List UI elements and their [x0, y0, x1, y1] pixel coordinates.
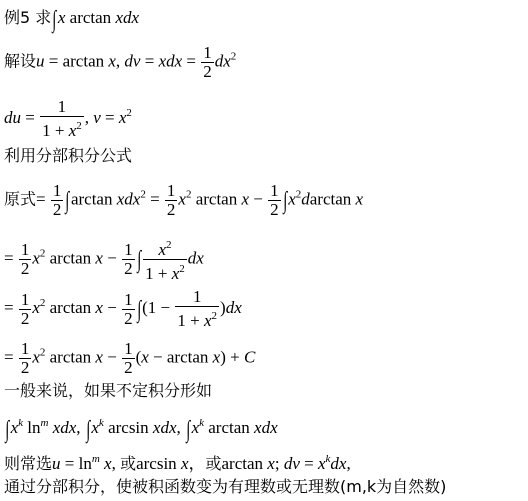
fraction-half: $\frac{1}{2}$ [124, 339, 133, 377]
fraction-half: $\frac{1}{2}$ [20, 289, 30, 328]
example-title: 例5 求∫x arctan xdx [4, 7, 140, 33]
fraction-half: $\frac{1}{2}$ [203, 43, 212, 81]
fraction-half: $\frac{1}{2}$ [124, 240, 133, 278]
fraction-du: $\frac{1}{1 + x^2}$ [42, 97, 82, 140]
fraction-x2-over: $\frac{x^2}{1 + x^2}$ [143, 236, 187, 283]
fraction-half: $\frac{1}{2}$ [20, 339, 30, 377]
original-label: 原式 [4, 189, 37, 209]
step-2: = $\frac{1}{2}$ $x^2$ arctan x − $\frac{1}{2}$ ∫(1 − $\frac{1}{1 + x^2}$ )dx [4, 287, 242, 330]
solution-label: 解设 [4, 51, 37, 71]
fraction-one-over: $\frac{1}{1 + x^2}$ [177, 287, 218, 330]
step-3: = $\frac{1}{2}$ $x^2$ arctan x − $\frac{1}{2}$ (x − arctan x) + C [4, 339, 256, 377]
step-1: = $\frac{1}{2}$ $x^2$ arctan x − $\frac{1}{2}$ ∫ $\frac{x^2}{1 + x^2}$ dx [4, 236, 204, 283]
fraction-half: $\frac{1}{2}$ [270, 181, 279, 219]
general-rule: 一般来说，如果不定积分形如 [4, 381, 213, 400]
integral-forms: $\int x^k$ $\ln^m$ xdx, $\int x^k$ arcsin xdx, $\int x^k$ arctan xdx [5, 417, 278, 443]
fraction-half: $\frac{1}{2}$ [52, 181, 62, 219]
fraction-half: $\frac{1}{2}$ [20, 240, 30, 278]
formula-hint: 利用分部积分公式 [4, 146, 133, 165]
du-v-expression: du = $\frac{1}{1 + x^2}$ , $v = x^2$ [4, 97, 132, 140]
fraction-half: $\frac{1}{2}$ [124, 289, 133, 328]
original-expression: 原式= $\frac{1}{2}$ ∫arctan xdx$^2$ = $\frac{1}{2}$ $x^2$ arctan x − $\frac{1}{2}$ $\int x^2darctan$ x [4, 181, 364, 219]
conclusion: 通过分部积分，使被积函数变为有理数或无理数(m,k为自然数) [4, 477, 447, 496]
solution-substitution: 解设u = arctan x, dv = xdx = $\frac{1}{2}$ $dx^2$ [4, 43, 237, 81]
example-label: 例5 求 [4, 8, 52, 27]
choice-rule: 则常选$u = \ln^m x$, 或arcsin x，或arctan x; dv = $x^kdx$, [4, 453, 351, 473]
fraction-half: $\frac{1}{2}$ [166, 181, 176, 219]
choice-label: 则常选 [4, 454, 53, 473]
